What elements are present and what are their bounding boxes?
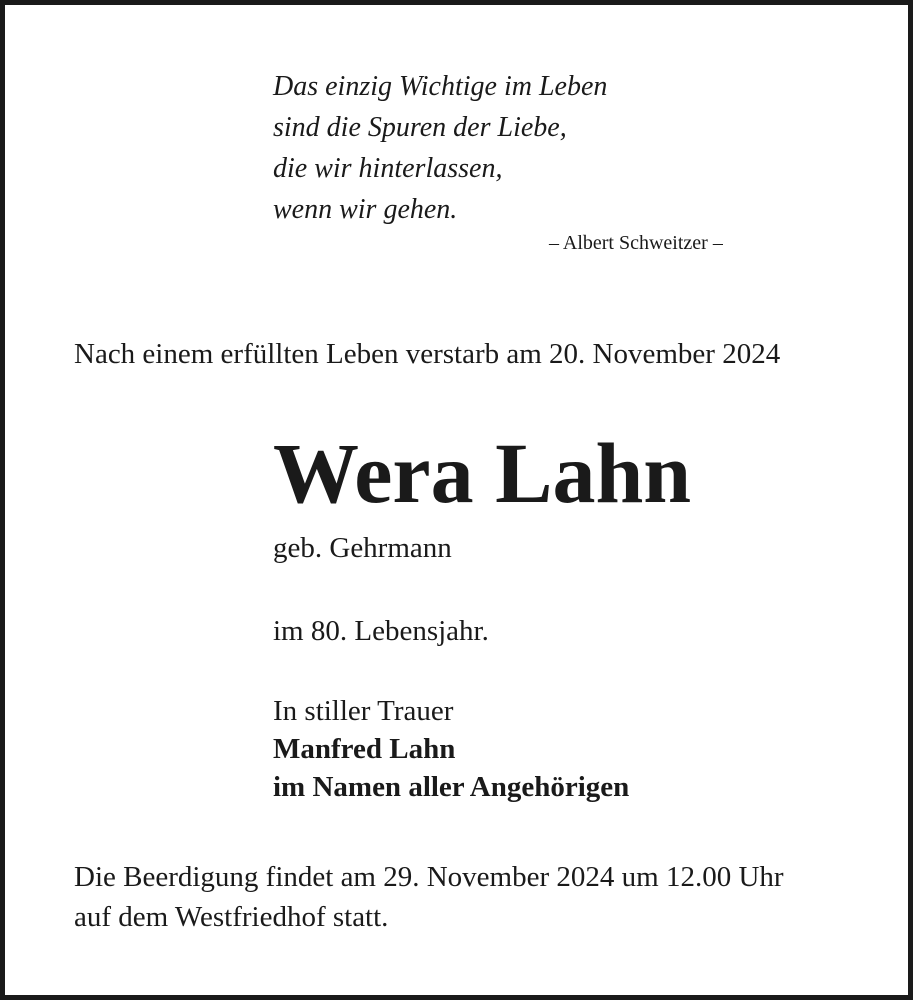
quote — [273, 66, 607, 230]
mourner-on-behalf: im Namen aller Angehörigen — [273, 771, 630, 803]
funeral-info — [74, 857, 784, 937]
quote-attribution: – Albert Schweitzer – — [549, 232, 723, 254]
mourners-block — [273, 692, 629, 806]
age-text: im 80. Lebensjahr. — [273, 615, 489, 647]
quote-line: die wir hinterlassen, — [273, 153, 503, 184]
deceased-name: Wera Lahn — [273, 425, 692, 521]
quote-line: wenn wir gehen. — [273, 194, 458, 225]
quote-line: Das einzig Wichtige im Leben — [273, 71, 608, 102]
mourner-name: Manfred Lahn — [273, 733, 456, 765]
death-announcement-intro: Nach einem erfüllten Leben verstarb am 20. November 2024 — [74, 338, 781, 370]
quote-line: sind die Spuren der Liebe, — [273, 112, 567, 143]
mourning-heading: In stiller Trauer — [273, 695, 454, 727]
funeral-line: auf dem Westfriedhof statt. — [74, 901, 389, 933]
birth-name: geb. Gehrmann — [273, 532, 452, 564]
funeral-line: Die Beerdigung findet am 29. November 2024 um 12.00 Uhr — [74, 861, 784, 893]
